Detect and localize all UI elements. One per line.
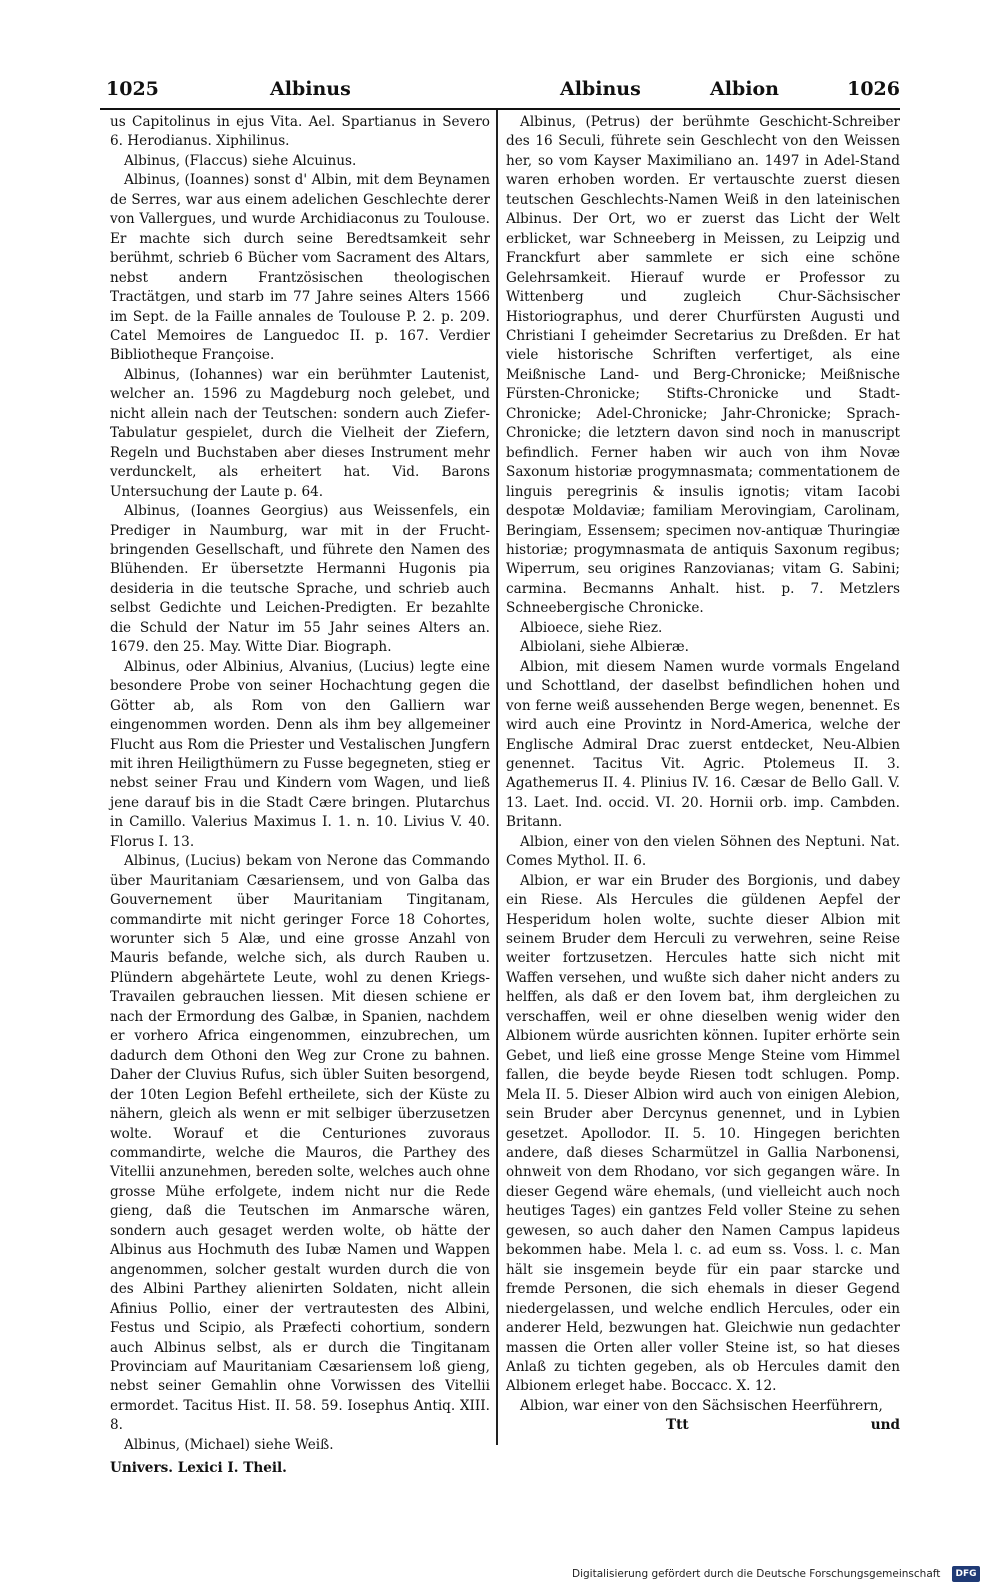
left-column [110, 113, 490, 1479]
entry-paragraph: Albinus, (Lucius) bekam von Nerone das Commando über Mauritaniam Cæsariensem, und von Galba das Gouvernement über Mauritaniam Tingitanam, commandirte mit nicht geringer Force 18 Cohortes, worunter sich 5 Alæ, und eine grosse Anzahl von Mauris befande, welche sich, als durch Rauben u. Plündern abgehärtete Leute, wohl zu denen Kriegs-Travailen gebrauchen liessen. Mit diesen schiene er nach der Ermordung des Galbæ, in Spanien, nachdem er vorhero Africa eingenommen, einzubrechen, um dadurch dem Othoni den Weg zur Crone zu bahnen. Daher der Cluvius Rufus, sich übler Suiten besorgend, der 10ten Legion Befehl ertheilete, sich der Küste zu nähern, gleich als wenn er mit selbiger überzusetzen wolte. Worauf et die Centuriones zuvoraus commandirte, welche die Mauros, die Parthey des Vitellii anzunehmen, bereden solte, welches auch ohne grosse Mühe erfolgete, indem nicht nur die Rede gieng, daß die Teutschen im Anmarsche wären, sondern auch gesaget werden wolte, ob hätte der Albinus aus Hochmuth des Iubæ Namen und Wappen angenommen, solcher gestalt wurden durch die von des Albini Parthey alienirten Soldaten, nicht allein Afinius Pollio, einer der vertrautesten des Albini, Festus und Scipio, als Præfecti cohortium, sondern auch Albinus selbst, als er durch die Tingitanam Provinciam auf Mauritaniam Cæsariensem loß gieng, nebst seiner Gemahlin ohne Vorwissen des Vitellii ermordet. Tacitus Hist. II. 58. 59. Iosephus Antiq. XIII. 8. [110, 853, 490, 1434]
signature-mark: Ttt [666, 1417, 689, 1434]
page-header [100, 74, 900, 110]
left-footer-line: Univers. Lexici I. Theil. [110, 1460, 287, 1477]
left-page-number: 1025 [106, 78, 159, 100]
left-running-head: Albinus [270, 78, 351, 100]
entry-paragraph: Albinus, (Petrus) der berühmte Geschicht-Schreiber des 16 Seculi, führete sein Geschlecht von den Weissen her, so vom Kayser Maximiliano an. 1497 in Adel-Stand waren erhoben worden. Er vertauschte zuerst diesen teutschen Geschlechts-Namen Weiß in den lateinischen Albinus. Der Ort, wo er zuerst das Licht der Welt erblicket, war Schneeberg in Meissen, zu Leipzig und Franckfurt aber sammlete er sich eine schöne Gelehrsamkeit. Hierauf wurde er Professor zu Wittenberg und zugleich Chur-Sächsischer Historiographus, und derer Churfürsten Augusti und Christiani I geheimder Secretarius zu Dreßden. Er hat viele historische Schriften verfertiget, als eine Meißnische Land- und Berg-Chronicke; Meißnische Fürsten-Chronicke; Stifts-Chronicke und Stadt-Chronicke; Adel-Chronicke; Jahr-Chronicke; Sprach-Chronicke; die letztern davon sind noch in manuscript befindlich. Ferner haben wir auch von ihm Novæ Saxonum historiæ progymnasmata; commentationem de linguis peregrinis & insulis ignotis; vitam Iacobi despotæ Moldaviæ; familiam Merovingiam, Carolinam, Beringiam, Essensem; specimen nov-antiquæ Thuringiæ historiæ; progymnasmata de antiquis Saxonum regibus; Wiperrum, seu origines Ranzovianas; vitam G. Sabini; carmina. Becmanns Anhalt. hist. p. 7. Metzlers Schneebergische Chronicke. [506, 114, 900, 617]
right-page-number: 1026 [847, 78, 900, 100]
entry-paragraph: Albion, mit diesem Namen wurde vormals Engeland und Schottland, der daselbst befindlichen hohen und von ferne weiß aussehenden Berge wegen, benennet. Es wird auch eine Provintz in Nord-America, welche der Englische Admiral Drac zuerst entdecket, Neu-Albien genennet. Tacitus Vit. Agric. Ptolemeus II. 3. Agathemerus II. 4. Plinius IV. 16. Cæsar de Bello Gall. V. 13. Laet. Ind. occid. VI. 20. Hornii orb. imp. Cambden. Britann. [506, 658, 900, 831]
entry-paragraph: Albinus, (Michael) siehe Weiß. [124, 1436, 334, 1453]
right-running-head: Albion [710, 78, 779, 100]
entry-paragraph: Albion, er war ein Bruder des Borgionis, und dabey ein Riese. Als Hercules die güldenen Aepfel der Hesperidum holen wolte, suchte dieser Albion mit seinem Bruder dem Herculi zu verwehren, seine Reise weiter fortzusetzen. Hercules hatte sich nicht mit Waffen versehen, und wußte sich daher nicht anders zu helffen, als daß er den Iovem bat, ihm dergleichen zu verschaffen, weil er ohne dieselben wenig wider den Albionem würde ausrichten können. Iupiter erhörte sein Gebet, und ließ eine grosse Menge Steine vom Himmel fallen, die beyde beyde Riesen todt schlugen. Pomp. Mela II. 5. Dieser Albion wird auch von einigen Alebion, sein Bruder aber Dercynus genennet, und in Lybien gesetzet. Apollodor. II. 5. 10. Hingegen berichten andere, daß dieses Scharmützel in Gallia Narbonensi, ohnweit von dem Rhodano, vor sich gegangen wäre. In dieser Gegend wäre ehemals, (und vielleicht auch noch heutiges Tages) ein gantzes Feld voller Steine zu sehen gewesen, so auch daher den Namen Campus lapideus bekommen habe. Mela l. c. ad eum ss. Voss. l. c. Man hält sie insgemein beyde für ein paar starcke und fremde Personen, die sich ehemals in dieser Gegend niedergelassen, und welche endlich Hercules, oder ein anderer Held, bezwungen hat. Gleichwie nun gedachter massen die Orten aller voller Steine ist, so hat dieses Anlaß zu tichten gegeben, als ob Hercules damit den Albionem erleget habe. Boccacc. X. 12. [506, 872, 900, 1395]
entry-paragraph: Albinus, (Iohannes) war ein berühmter Lautenist, welcher an. 1596 zu Magdeburg noch gelebet, und nicht allein nach der Teutschen: sondern auch Ziefer-Tabulatur gespielet, durch die Vielheit der Ziefern, Regeln und Buchstaben aber dieses Instrument mehr verdunckelt, als erheitert hat. Vid. Barons Untersuchung der Laute p. 64. [110, 366, 490, 500]
column-divider [496, 110, 498, 1445]
entry-paragraph: Albion, einer von den vielen Söhnen des Neptuni. Nat. Comes Mythol. II. 6. [506, 833, 900, 870]
entry-paragraph: Albinus, (Flaccus) siehe Alcuinus. [124, 152, 357, 169]
middle-running-head: Albinus [560, 78, 641, 100]
entry-paragraph: Albinus, (Ioannes Georgius) aus Weissenfels, ein Prediger in Naumburg, war mit in der Frucht-bringenden Gesellschaft, und führete den Namen des Blühenden. Er übersetzte Hermanni Hugonis pia desideria in die teutsche Sprache, und schrieb auch selbst Gedichte und Leichen-Predigten. Er bezahlte die Schuld der Natur im 55 Jahr seines Alters an. 1679. den 25. May. Witte Diar. Biograph. [110, 503, 490, 656]
dfg-logo: DFG [952, 1566, 980, 1582]
entry-paragraph: Albinus, (Ioannes) sonst d' Albin, mit dem Beynamen de Serres, war aus einem adelichen Geschlechte derer von Vallergues, und wurde Archidiaconus zu Toulouse. Er machte sich durch seine Beredtsamkeit sehr berühmt, schrieb 6 Bücher vom Sacrament des Altars, nebst andern Frantzösischen theologischen Tractätgen, und starb im 77 Jahre seines Alters 1566 im Sept. de la Faille annales de Toulouse P. 2. p. 209. Catel Memoires de Languedoc II. p. 167. Verdier Bibliotheque Françoise. [110, 172, 490, 364]
entry-paragraph: us Capitolinus in ejus Vita. Ael. Spartianus in Severo 6. Herodianus. Xiphilinus. [110, 114, 490, 150]
entry-paragraph: Albioece, siehe Riez. [520, 619, 663, 636]
entry-paragraph: Albion, war einer von den Sächsischen Heerführern, [520, 1397, 883, 1414]
signature-line [506, 1416, 900, 1436]
digitization-credit: Digitalisierung gefördert durch die Deutsche Forschungsgemeinschaft [572, 1568, 941, 1580]
entry-paragraph: Albinus, oder Albinius, Alvanius, (Lucius) legte eine besondere Probe von seiner Hochachtung gegen die Götter ab, als Rom von den Galliern war eingenommen worden. Denn als ihm bey allgemeiner Flucht aus Rom die Priester und Vestalischen Jungfern mit ihren Heiligthümern zu Fusse begegneten, stieg er nebst seiner Frau und Kindern vom Wagen, und ließ jene darauf bis in die Stadt Cære bringen. Plutarchus in Camillo. Valerius Maximus I. 1. n. 10. Livius V. 40. Florus I. 13. [110, 658, 490, 850]
catchword: und [870, 1417, 900, 1434]
entry-paragraph: Albiolani, siehe Albieræ. [520, 639, 689, 656]
right-column [506, 113, 900, 1436]
